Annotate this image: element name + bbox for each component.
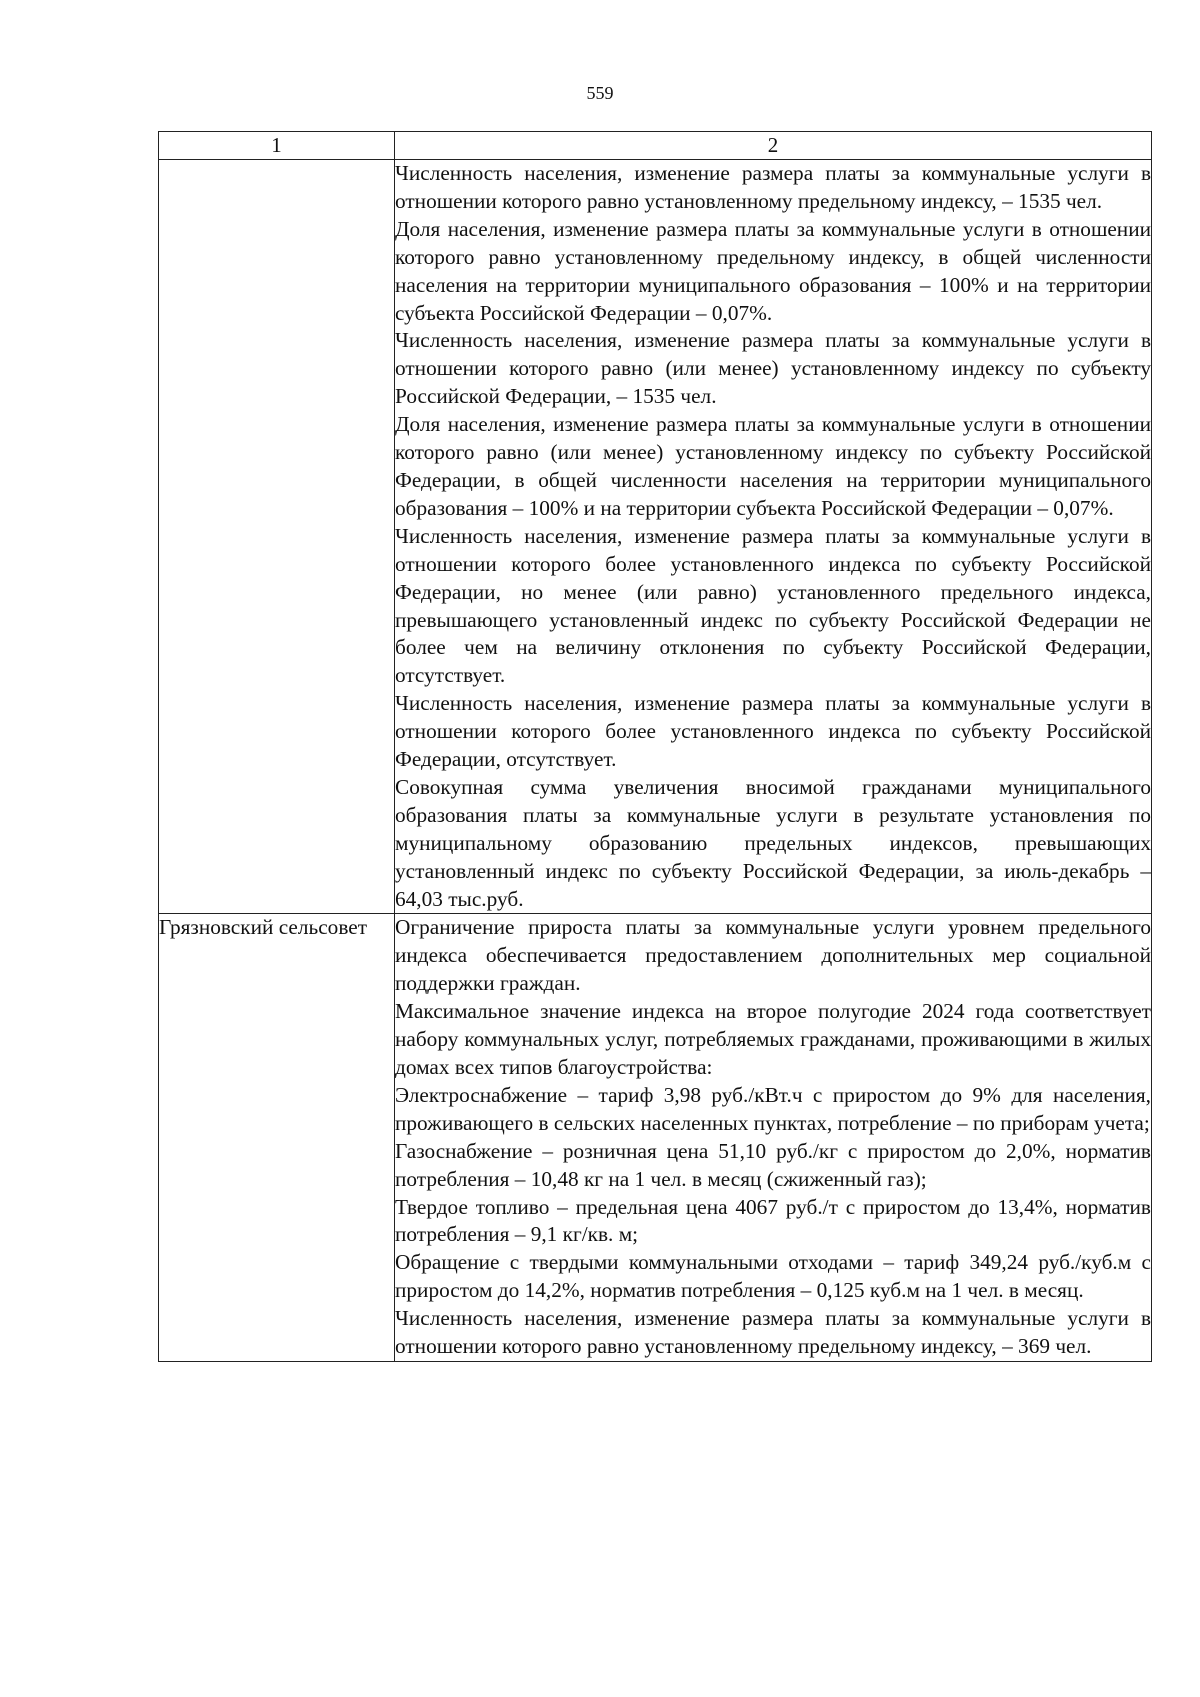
table-row xyxy=(159,160,1152,914)
paragraph: Обращение с твердыми коммунальными отходами – тариф 349,24 руб./куб.м с приростом до 14,2%, норматив потребления – 0,125 куб.м на 1 чел. в месяц. xyxy=(395,1250,1151,1303)
paragraph: Доля населения, изменение размера платы за коммунальные услуги в отношении которого равно (или менее) установленному индексу по субъекту Российской Федерации, в общей численности населения на территории муниципального образования – 100% и на территории субъекта Российской Федерации – 0,07%. xyxy=(395,412,1151,520)
description-cell xyxy=(395,914,1152,1362)
paragraph: Максимальное значение индекса на второе полугодие 2024 года соответствует набору коммунальных услуг, потребляемых гражданами, проживающими в жилых домах всех типов благоустройства: xyxy=(395,999,1151,1079)
table-row xyxy=(159,914,1152,1362)
document-table xyxy=(158,131,1152,1362)
region-cell xyxy=(159,160,395,914)
paragraph: Доля населения, изменение размера платы за коммунальные услуги в отношении которого равно установленному предельному индексу, в общей численности населения на территории муниципального образования – 100% и на территории субъекта Российской Федерации – 0,07%. xyxy=(395,216,1151,325)
paragraph: Ограничение прироста платы за коммунальные услуги уровнем предельного индекса обеспечивается предоставлением дополнительных мер социальной поддержки граждан. xyxy=(395,915,1151,996)
paragraph: Численность населения, изменение размера платы за коммунальные услуги в отношении которого равно установленному предельному индексу, – 369 чел. xyxy=(395,1306,1151,1359)
paragraph: Совокупная сумма увеличения вносимой гражданами муниципального образования платы за коммунальные услуги в результате установления по муниципальному образованию предельных индексов, превышающих установленный индекс по субъекту Российской Федерации, за июль-декабрь – 64,03 тыс.руб. xyxy=(395,774,1151,911)
paragraph: Численность населения, изменение размера платы за коммунальные услуги в отношении которого равно (или менее) установленному индексу по субъекту Российской Федерации, – 1535 чел. xyxy=(395,328,1151,409)
page-number: 559 xyxy=(586,83,614,103)
description-cell xyxy=(395,160,1152,914)
paragraph: Газоснабжение – розничная цена 51,10 руб./кг с приростом до 2,0%, норматив потребления – 10,48 кг на 1 чел. в месяц (сжиженный газ); xyxy=(395,1138,1151,1191)
paragraph: Численность населения, изменение размера платы за коммунальные услуги в отношении которого более установленного индекса по субъекту Российской Федерации, но менее (или равно) установленного предельного индекса, превышающего установленный индекс по субъекту Российской Федерации не более чем на величину отклонения по субъекту Российской Федерации, отсутствует. xyxy=(395,523,1151,688)
paragraph: Численность населения, изменение размера платы за коммунальные услуги в отношении которого равно установленному предельному индексу, – 1535 чел. xyxy=(395,161,1151,213)
paragraph: Численность населения, изменение размера платы за коммунальные услуги в отношении которого более установленного индекса по субъекту Российской Федерации, отсутствует. xyxy=(395,691,1151,772)
column-header-1: 1 xyxy=(159,132,395,160)
paragraph: Твердое топливо – предельная цена 4067 руб./т с приростом до 13,4%, норматив потребления – 9,1 кг/кв. м; xyxy=(395,1194,1151,1247)
paragraph: Электроснабжение – тариф 3,98 руб./кВт.ч с приростом до 9% для населения, проживающего в сельских населенных пунктах, потребление – по приборам учета; xyxy=(395,1082,1151,1135)
column-header-2: 2 xyxy=(395,132,1152,160)
table-header-row xyxy=(159,132,1152,160)
region-cell: Грязновский сельсовет xyxy=(159,914,395,1362)
